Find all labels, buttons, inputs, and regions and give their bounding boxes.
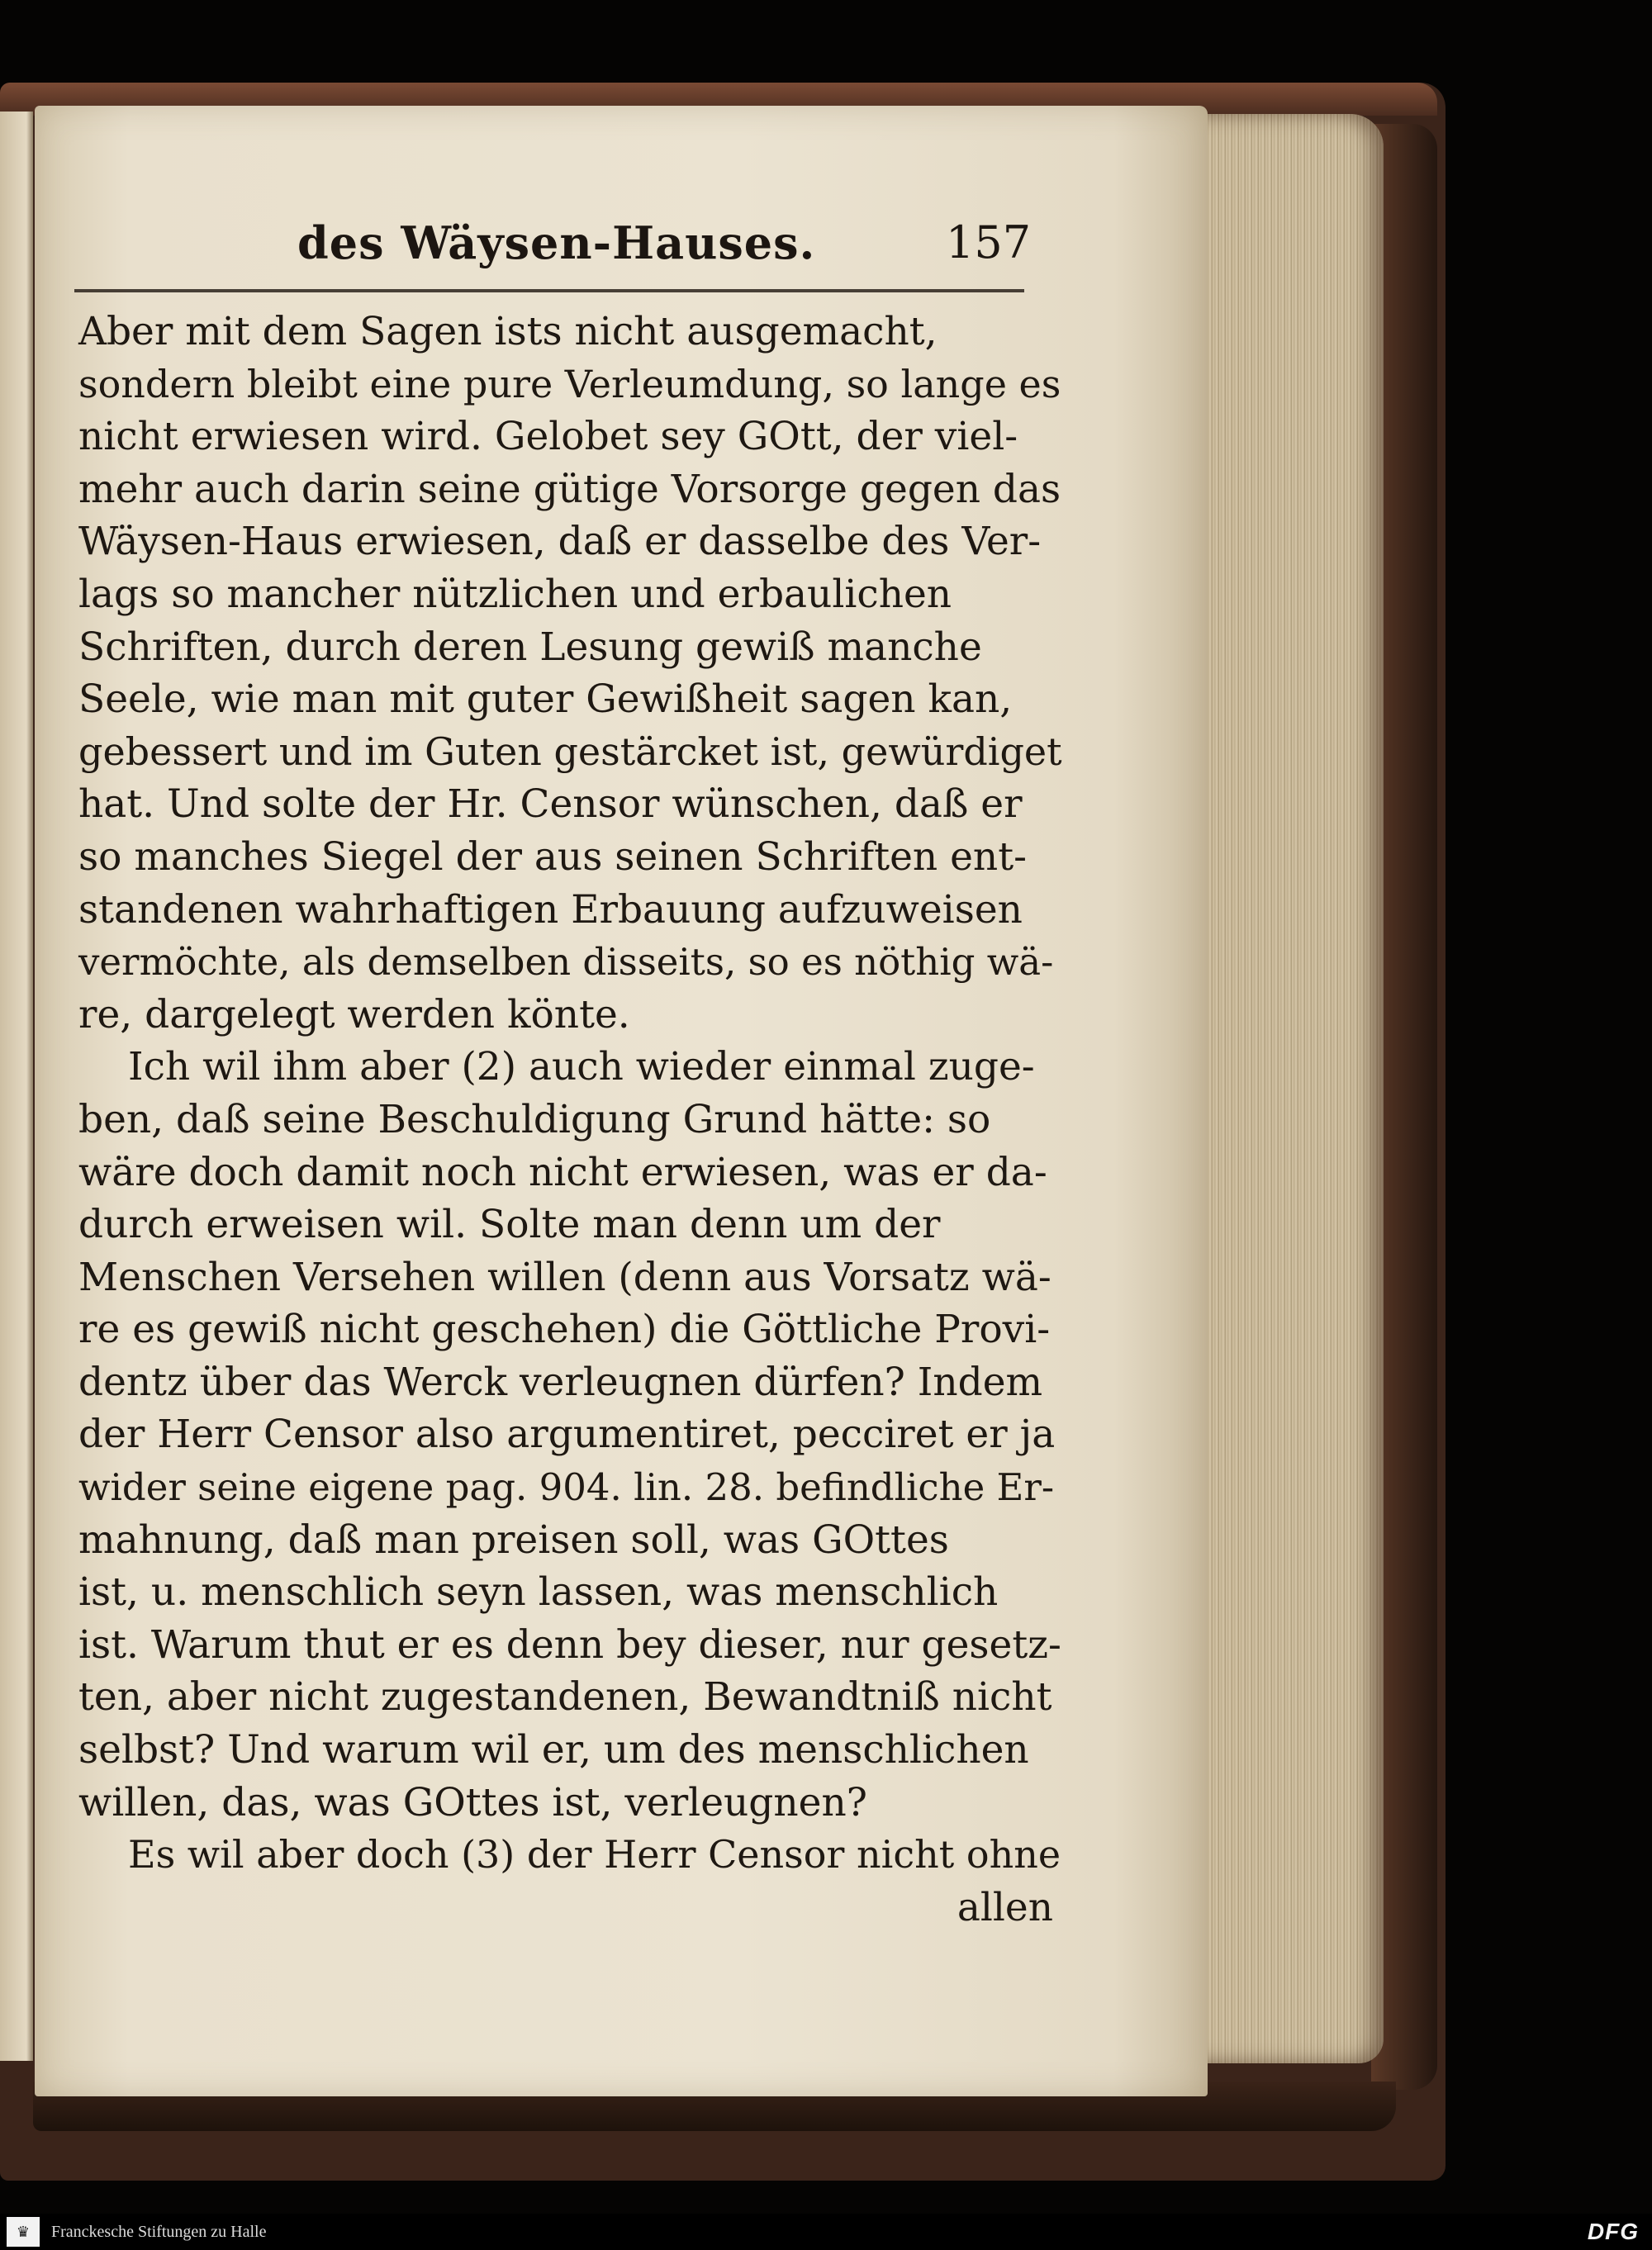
- text-line: dentz über das Werck verleugnen dürfen? Indem: [78, 1359, 1043, 1405]
- text-line: Seele, wie man mit guter Gewißheit sagen kan,: [78, 676, 1013, 723]
- text-line: ist. Warum thut er es denn bey dieser, nur gesetz-: [78, 1621, 1061, 1668]
- paragraph-start-line: Es wil aber doch (3) der Herr Censor nicht ohne: [128, 1832, 1061, 1877]
- facing-page-edge: [0, 112, 33, 2061]
- text-line: gebessert und im Guten gestärcket ist, gewürdiget: [78, 729, 1062, 774]
- text-line: so manches Siegel der aus seinen Schriften ent-: [78, 833, 1027, 880]
- text-line: durch erweisen wil. Solte man denn um der: [78, 1202, 941, 1248]
- institution-logo-icon: ♛: [7, 2217, 40, 2247]
- text-line: re, dargelegt werden könte.: [78, 991, 630, 1037]
- paragraph-start-line: Ich wil ihm aber (2) auch wieder einmal zuge-: [128, 1044, 1035, 1090]
- text-line: Schriften, durch deren Lesung gewiß manche: [78, 624, 982, 670]
- text-line: nicht erwiesen wird. Gelobet sey GOtt, der viel-: [78, 414, 1018, 460]
- text-line: re es gewiß nicht geschehen) die Göttliche Provi-: [78, 1307, 1051, 1353]
- text-line: ten, aber nicht zugestandenen, Bewandtniß nicht: [78, 1674, 1052, 1721]
- page-number: 157: [946, 216, 1032, 268]
- text-line: sondern bleibt eine pure Verleumdung, so lange es: [78, 361, 1061, 406]
- text-line: willen, das, was GOttes ist, verleugnen?: [78, 1779, 867, 1825]
- text-line: vermöchte, als demselben disseits, so es nöthig wä-: [78, 940, 1054, 985]
- institution-name: Franckesche Stiftungen zu Halle: [51, 2223, 267, 2241]
- text-line: standenen wahrhaftigen Erbauung aufzuweisen: [78, 886, 1023, 933]
- text-line: ben, daß seine Beschuldigung Grund hätte: so: [78, 1096, 991, 1142]
- text-line: wäre doch damit noch nicht erwiesen, was er da-: [78, 1149, 1047, 1195]
- body-text: [78, 306, 1070, 1934]
- dfg-logo: DFG: [1587, 2219, 1639, 2244]
- running-head: des Wäysen-Hauses.: [297, 216, 816, 269]
- text-line: hat. Und solte der Hr. Censor wünschen, daß er: [78, 781, 1023, 828]
- text-line: mahnung, daß man preisen soll, was GOttes: [78, 1517, 949, 1563]
- text-line: Aber mit dem Sagen ists nicht ausgemacht,: [78, 309, 938, 354]
- catchword: allen: [957, 1884, 1053, 1930]
- text-line: lags so mancher nützlichen und erbaulichen: [78, 571, 952, 617]
- text-line: wider seine eigene pag. 904. lin. 28. befindliche Er-: [78, 1465, 1055, 1510]
- head-rule: [74, 289, 1024, 292]
- text-line: mehr auch darin seine gütige Vorsorge gegen das: [78, 466, 1061, 512]
- text-line: Menschen Versehen willen (denn aus Vorsatz wä-: [78, 1254, 1051, 1300]
- text-line: selbst? Und warum wil er, um des menschlichen: [78, 1727, 1029, 1773]
- text-line: der Herr Censor also argumentiret, pecciret er ja: [78, 1412, 1056, 1458]
- text-line: ist, u. menschlich seyn lassen, was menschlich: [78, 1569, 999, 1616]
- text-line: Wäysen-Haus erwiesen, daß er dasselbe des Ver-: [78, 519, 1042, 565]
- footer-bar: [0, 2214, 1652, 2250]
